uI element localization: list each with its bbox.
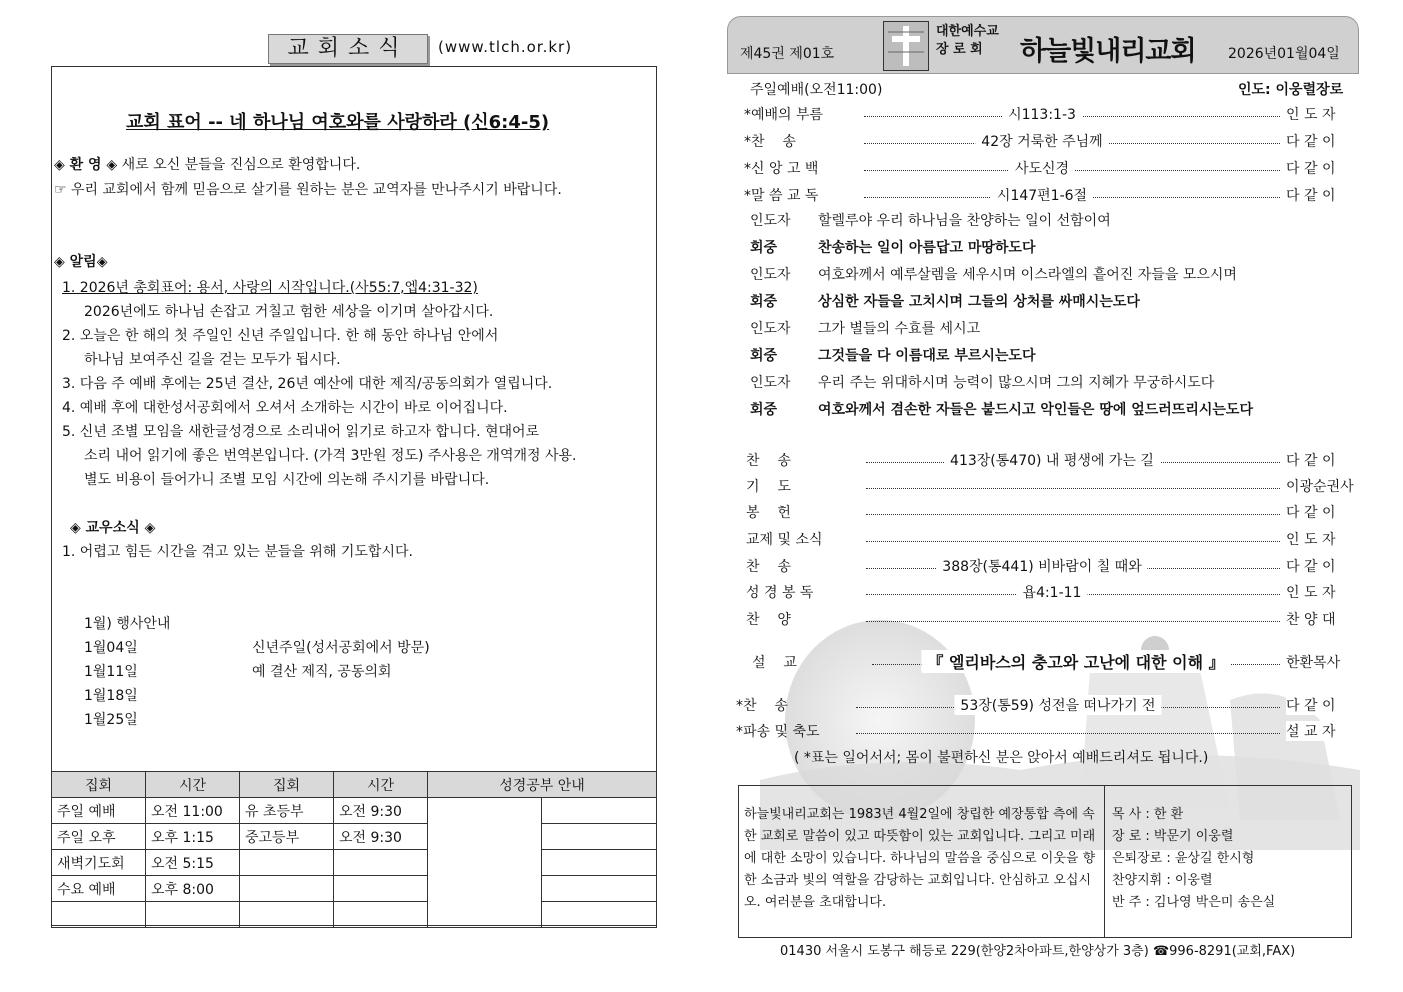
cross-logo-icon (883, 21, 929, 71)
table-header: 집회 (240, 772, 334, 798)
table-cell (240, 876, 334, 902)
table-cell (542, 902, 657, 928)
order-item-name: 성 경 봉 독 (746, 585, 814, 601)
responsive-text: 여호와께서 예루살렘을 세우시며 이스라엘의 흩어진 자들을 모으시며 (818, 267, 1237, 283)
table-header: 집회 (52, 772, 146, 798)
table-cell (334, 850, 428, 876)
website-url[interactable]: (www.tlch.or.kr) (438, 38, 573, 56)
order-item-name: 찬 송 (746, 453, 791, 469)
table-cell: 오후 1:15 (146, 824, 240, 850)
table-cell: 오전 5:15 (146, 850, 240, 876)
table-cell (240, 902, 334, 928)
order-item-person: 인 도 자 (1286, 529, 1335, 549)
staff-item: 장 로 : 박문기 이웅렬 (1112, 829, 1234, 844)
table-cell (240, 850, 334, 876)
responsive-text: 여호와께서 겸손한 자들은 붙드시고 악인들은 땅에 엎드러뜨리시는도다 (818, 402, 1253, 418)
order-item-name: 기 도 (746, 479, 791, 495)
schedule-table (51, 771, 657, 928)
order-item-person: 다 같 이 (1286, 185, 1335, 205)
responsive-speaker: 회중 (750, 294, 778, 310)
responsive-text: 우리 주는 위대하시며 능력이 많으시며 그의 지혜가 무궁하시도다 (818, 375, 1215, 391)
table-row (52, 824, 657, 850)
welcome-heading: ◈ 환 영 ◈ (54, 157, 118, 173)
table-header-row (52, 772, 657, 798)
order-item-content: 시147편1-6절 (991, 185, 1093, 205)
table-cell (334, 902, 428, 928)
responsive-text: 그것들을 다 이름대로 부르시는도다 (818, 348, 1036, 364)
table-cell: 중고등부 (240, 824, 334, 850)
leader-dots (866, 621, 1280, 622)
table-row (52, 850, 657, 876)
responsive-speaker: 회중 (750, 240, 778, 256)
staff-item: 찬양지휘 : 이웅렬 (1112, 873, 1213, 888)
event-date: 1월11일 (84, 664, 138, 680)
notice-item: 3. 다음 주 예배 후에는 25년 결산, 26년 예산에 대한 제직/공동의회가 열립니다. (62, 376, 553, 392)
notice-heading: ◈ 알림◈ (54, 254, 108, 270)
leader-dots (866, 488, 1280, 489)
table-header: 시간 (146, 772, 240, 798)
order-item-content: 413장(통470) 내 평생에 가는 길 (944, 450, 1160, 470)
table-cell: 오전 11:00 (146, 798, 240, 824)
order-item-person: 한환목사 (1286, 652, 1340, 672)
leader-dots (856, 733, 1280, 734)
order-item-content: 388장(통441) 비바람이 칠 때와 (936, 556, 1147, 576)
order-item-content: 사도신경 (1009, 158, 1075, 178)
order-item-name: *예배의 부름 (744, 107, 824, 123)
notice-item: 소리 내어 읽기에 좋은 번역본입니다. (가격 3만원 정도) 주사용은 개역개정 사용. (84, 448, 577, 464)
event-date: 1월25일 (84, 712, 138, 728)
order-item-name: 찬 양 (746, 612, 791, 628)
staff-list (1112, 804, 1275, 914)
order-item-person: 인 도 자 (1286, 582, 1335, 602)
order-item-person: 설 교 자 (1286, 721, 1335, 741)
responsive-text: 상심한 자들을 고치시며 그들의 상처를 싸매시는도다 (818, 294, 1140, 310)
order-item-person: 다 같 이 (1286, 450, 1335, 470)
table-cell (542, 824, 657, 850)
pastoral-heading: ◈ 교우소식 ◈ (70, 520, 156, 536)
responsive-text: 그가 별들의 수효를 세시고 (818, 321, 981, 337)
church-introduction: 하늘빛내리교회는 1983년 4월2일에 창립한 예장통합 측에 속한 교회로 말씀이 있고 따뜻함이 있는 교회입니다. 그리고 미래에 대한 소망이 있습니다. 하나님의 말씀을 중심으로 이웃을 향한 소금과 빛의 역할을 감당하는 교회입니다. 안심하고 오십시오. 여러분을 초대합니다. (744, 807, 1096, 910)
order-item-person: 다 같 이 (1286, 695, 1335, 715)
standing-footnote: ( *표는 일어서서; 몸이 불편하신 분은 앉아서 예배드리셔도 됩니다.) (794, 750, 1209, 766)
table-cell (428, 798, 542, 928)
denomination-line: 대한예수교 (936, 24, 999, 39)
table-cell: 오전 9:30 (334, 798, 428, 824)
table-header: 성경공부 안내 (428, 772, 657, 798)
leader-dots (866, 514, 1280, 515)
welcome-text: 새로 오신 분들을 진심으로 환영합니다. (121, 157, 361, 173)
table-row (52, 876, 657, 902)
order-item-name: *찬 송 (744, 134, 796, 150)
table-row (52, 798, 657, 824)
order-item-name: 찬 송 (746, 559, 791, 575)
notice-item: 5. 신년 조별 모임을 새한글성경으로 소리내어 읽기로 하고자 합니다. 현대어로 (62, 424, 540, 440)
notice-item: 하나님 보여주신 길을 걷는 모두가 됩시다. (84, 352, 341, 368)
responsive-speaker: 인도자 (750, 267, 791, 283)
order-item-name: *말 씀 교 독 (744, 188, 819, 204)
table-cell (542, 798, 657, 824)
table-cell (52, 902, 146, 928)
responsive-speaker: 회중 (750, 402, 778, 418)
service-title: 주일예배(오전11:00) (750, 82, 883, 98)
table-cell: 새벽기도회 (52, 850, 146, 876)
welcome-note: ☞ 우리 교회에서 함께 믿음으로 살기를 원하는 분은 교역자를 만나주시기 바랍니다. (54, 182, 562, 198)
event-date: 1월18일 (84, 688, 138, 704)
table-cell: 주일 오후 (52, 824, 146, 850)
table-cell: 주일 예배 (52, 798, 146, 824)
order-item-person: 찬 양 대 (1286, 609, 1335, 629)
events-heading: 1월) 행사안내 (84, 616, 171, 632)
order-item-person: 다 같 이 (1286, 556, 1335, 576)
table-header: 시간 (334, 772, 428, 798)
order-item-content: 시113:1-3 (1002, 104, 1082, 124)
service-leader: 인도: 이웅렬장로 (1238, 82, 1344, 98)
church-address: 01430 서울시 도봉구 해등로 229(한양2차아파트,한양상가 3층) ☎996-8291(교회,FAX) (780, 944, 1296, 959)
responsive-speaker: 회중 (750, 348, 778, 364)
page-title: 교회소식 (268, 34, 428, 64)
responsive-text: 할렐루야 우리 하나님을 찬양하는 일이 선함이여 (818, 213, 1111, 229)
order-item-person: 다 같 이 (1286, 131, 1335, 151)
table-cell (542, 876, 657, 902)
staff-item: 은퇴장로 : 윤상길 한시형 (1112, 851, 1255, 866)
responsive-text: 찬송하는 일이 아름답고 마땅하도다 (818, 240, 1036, 256)
info-divider (1104, 785, 1105, 938)
order-item-name: 설 교 (752, 655, 797, 671)
order-item-person: 다 같 이 (1286, 158, 1335, 178)
notice-item: 2. 오늘은 한 해의 첫 주일인 신년 주일입니다. 한 해 동안 하나님 안에서 (62, 328, 499, 344)
notice-item: 별도 비용이 들어가니 조별 모임 시간에 의논해 주시기를 바랍니다. (84, 472, 490, 488)
responsive-speaker: 인도자 (750, 321, 791, 337)
welcome-section (54, 154, 360, 174)
order-item-name: 봉 헌 (746, 505, 791, 521)
order-item-person: 다 같 이 (1286, 502, 1335, 522)
denomination (936, 23, 999, 59)
order-item-person: 인 도 자 (1286, 104, 1335, 124)
table-cell: 수요 예배 (52, 876, 146, 902)
order-item-person: 이광순권사 (1286, 476, 1354, 496)
order-item-name: *파송 및 축도 (736, 724, 820, 740)
event-desc: 신년주일(성서공회에서 방문) (252, 640, 430, 656)
table-cell: 오전 9:30 (334, 824, 428, 850)
notice-item: 4. 예배 후에 대한성서공회에서 오셔서 소개하는 시간이 바로 이어집니다. (62, 400, 508, 416)
denomination-line: 장 로 회 (936, 42, 983, 57)
staff-item: 반 주 : 김나영 박은미 송은실 (1112, 895, 1276, 910)
table-cell: 유 초등부 (240, 798, 334, 824)
church-name: 하늘빛내리교회 (1020, 36, 1196, 67)
event-date: 1월04일 (84, 640, 138, 656)
order-item-name: *신 앙 고 백 (744, 161, 819, 177)
order-item-content: 욥4:1-11 (1017, 582, 1088, 602)
table-cell (146, 902, 240, 928)
table-cell (542, 850, 657, 876)
table-cell (334, 876, 428, 902)
order-item-content: 53장(통59) 성전을 떠나가기 전 (954, 695, 1161, 715)
table-cell: 오후 8:00 (146, 876, 240, 902)
order-item-name: *찬 송 (736, 698, 788, 714)
table-row (52, 902, 657, 928)
order-item-content: 『 엘리바스의 충고와 고난에 대한 이해 』 (921, 650, 1230, 673)
notice-item: 1. 2026년 총회표어: 용서, 사랑의 시작입니다.(사55:7,엡4:31-32) (62, 280, 478, 296)
notice-item: 2026년에도 하나님 손잡고 거칠고 험한 세상을 이기며 살아갑시다. (84, 304, 494, 320)
event-desc: 예 결산 제직, 공동의회 (252, 664, 392, 680)
order-item-content: 42장 거룩한 주님께 (975, 131, 1108, 151)
bulletin-header (727, 16, 1359, 74)
responsive-speaker: 인도자 (750, 213, 791, 229)
bulletin-date: 2026년01월04일 (1228, 46, 1340, 62)
leader-dots (866, 541, 1280, 542)
responsive-speaker: 인도자 (750, 375, 791, 391)
staff-item: 목 사 : 한 환 (1112, 807, 1184, 822)
volume-number: 제45권 제01호 (740, 46, 835, 62)
order-item-name: 교제 및 소식 (746, 532, 823, 548)
pastoral-item: 1. 어렵고 힘든 시간을 겪고 있는 분들을 위해 기도합시다. (62, 544, 413, 560)
church-motto: 교회 표어 -- 네 하나님 여호와를 사랑하라 (신6:4-5) (126, 112, 550, 133)
